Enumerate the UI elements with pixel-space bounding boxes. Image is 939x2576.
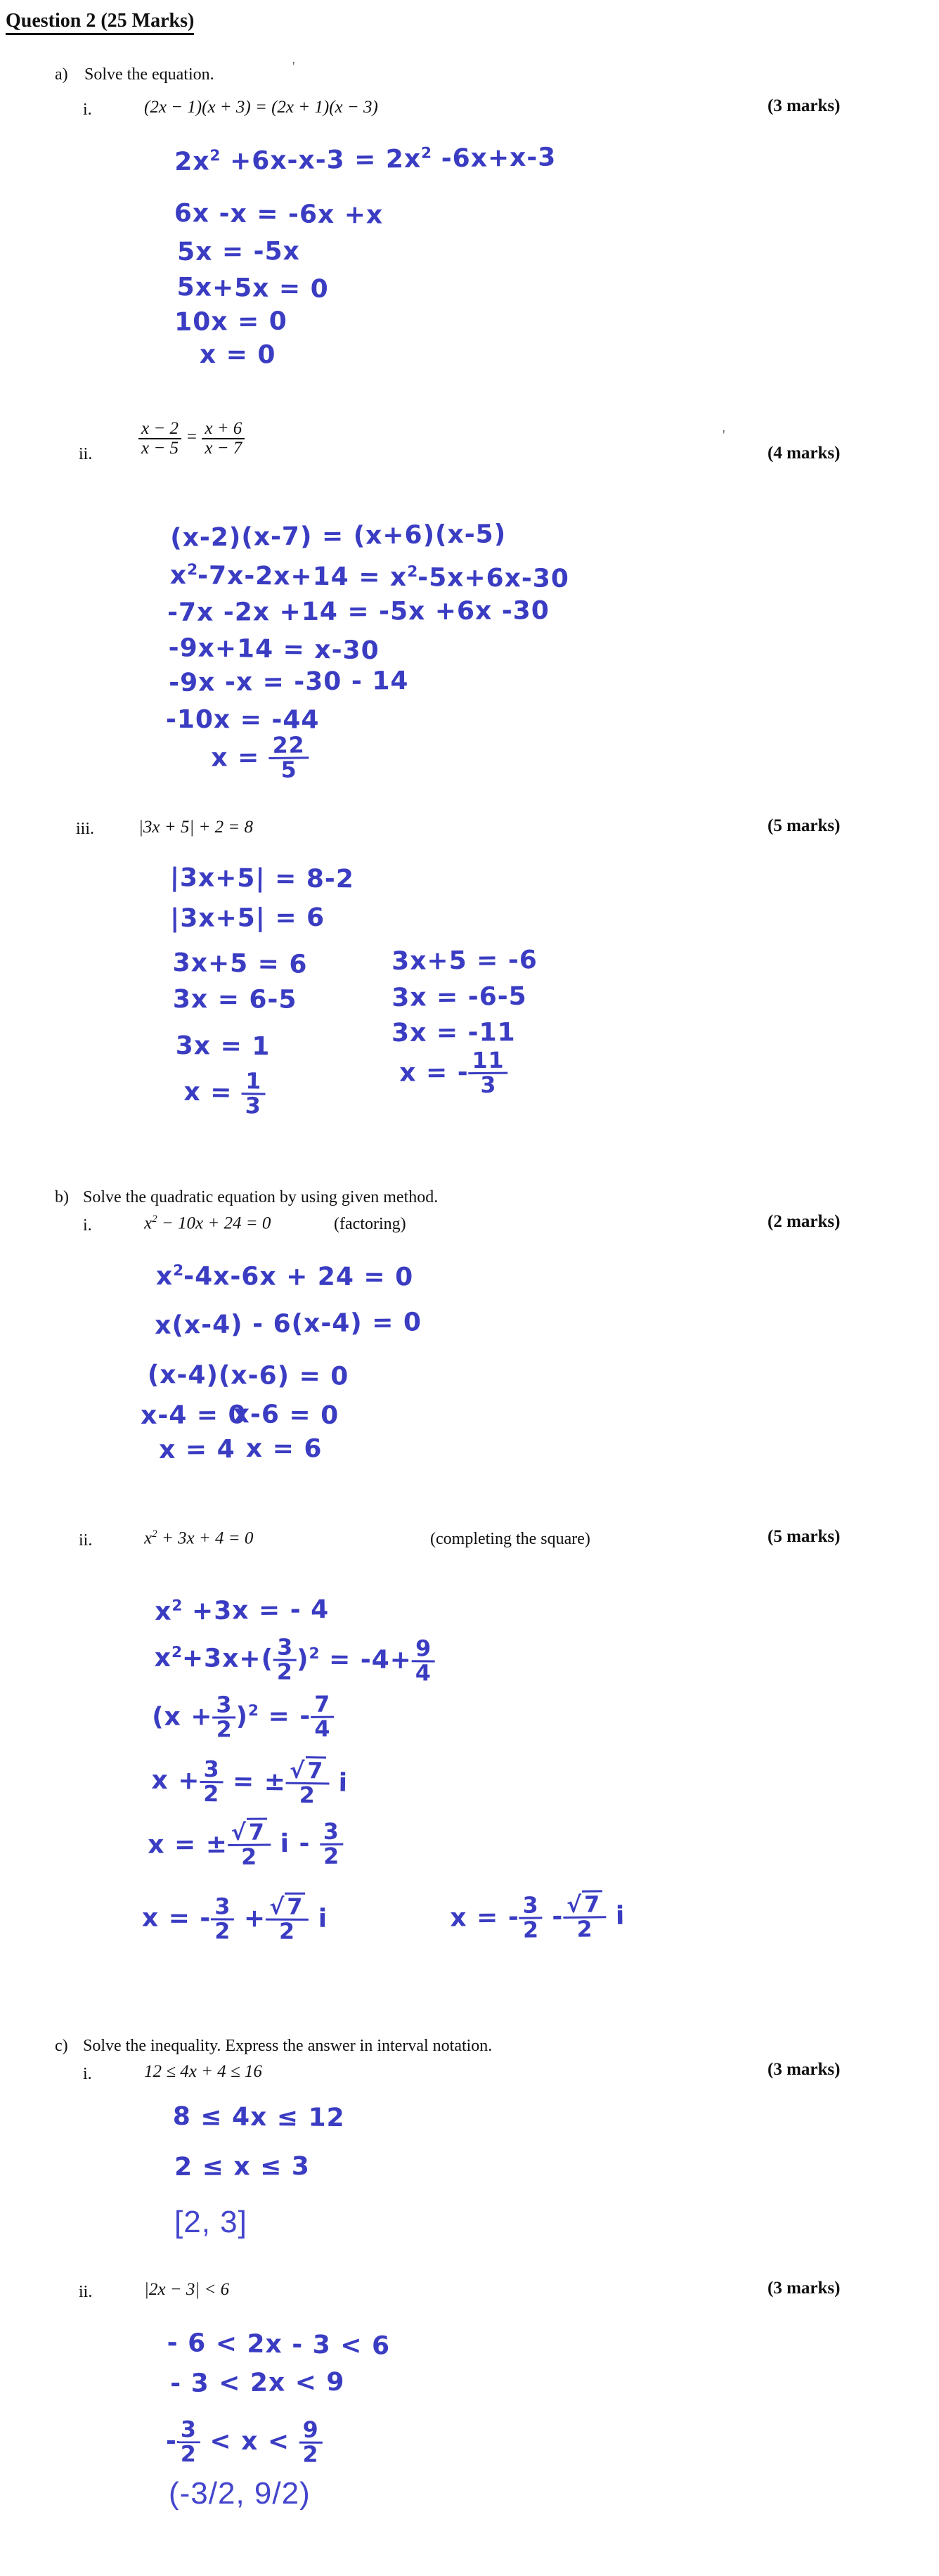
work-a-i-4: 5x+5x = 0 bbox=[176, 273, 329, 304]
work-b-i-5L: x = 4 bbox=[159, 1435, 235, 1464]
part-b-label: b) bbox=[55, 1188, 69, 1206]
work-b-ii-4: x + $\frac{3}{2}$ = ± $\frac{√7}{2}$ i bbox=[151, 1757, 349, 1809]
work-b-ii-1: $x^2 +3x$ = - 4 bbox=[155, 1595, 330, 1626]
equation-a-iii: |3x + 5| + 2 = 8 bbox=[138, 818, 253, 837]
part-b-instruction: Solve the quadratic equation by using given method. bbox=[83, 1188, 439, 1206]
marks-b-i: (2 marks) bbox=[768, 1212, 841, 1231]
work-b-i-5R: x = 6 bbox=[245, 1434, 323, 1464]
work-a-ii-5: -9x -x = -30 - 14 bbox=[169, 666, 409, 697]
equation-b-ii: $x^2 + 3x + 4 = 0$ bbox=[144, 1528, 254, 1548]
marks-a-iii: (5 marks) bbox=[768, 816, 841, 835]
work-a-ii-7: x = $\frac{22}{5}$ bbox=[211, 734, 309, 783]
scan-speck-1: ' bbox=[292, 59, 295, 75]
marks-a-i: (3 marks) bbox=[768, 96, 841, 115]
marks-c-ii: (3 marks) bbox=[768, 2279, 841, 2298]
method-b-ii: (completing the square) bbox=[430, 1530, 590, 1548]
work-a-iii-1: |3x+5| = 8-2 bbox=[169, 863, 355, 894]
item-a-i-label: i. bbox=[83, 101, 92, 119]
question-title: Question 2 (25 Marks) bbox=[6, 10, 194, 35]
work-a-ii-6: -10x = -44 bbox=[165, 705, 320, 735]
work-a-iii-4L: 3x = 6-5 bbox=[172, 985, 297, 1015]
item-b-ii-label: ii. bbox=[79, 1531, 93, 1550]
part-a-label: a) bbox=[55, 65, 68, 84]
work-b-ii-3: (x + $\frac{3}{2}$ )$^2$ = - $\frac{7}{4}$ bbox=[152, 1694, 334, 1742]
work-a-iii-6R: x = - $\frac{11}{3}$ bbox=[399, 1050, 508, 1098]
work-c-i-1: 8 ≤ 4x ≤ 12 bbox=[172, 2102, 345, 2133]
equation-a-i: (2x − 1)(x + 3) = (2x + 1)(x − 3) bbox=[144, 98, 378, 117]
part-a-instruction: Solve the equation. bbox=[84, 65, 214, 84]
marks-b-ii: (5 marks) bbox=[768, 1527, 841, 1546]
work-a-ii-2: $x^2-7x-2x+14 = x^2-5x+6x-30$ bbox=[169, 561, 570, 593]
item-c-i-label: i. bbox=[83, 2065, 92, 2083]
work-b-ii-2: $x^2+3x+$( $\frac{3}{2}$ )$^2$ = -4+ $\frac{9}{4}$ bbox=[154, 1635, 435, 1685]
work-a-iii-5L: 3x = 1 bbox=[175, 1031, 271, 1062]
part-c-instruction: Solve the inequality. Express the answer in interval notation. bbox=[83, 2037, 493, 2055]
item-a-ii-label: ii. bbox=[79, 445, 93, 463]
part-c-label: c) bbox=[55, 2037, 68, 2055]
work-a-i-2: 6x -x = -6x +x bbox=[174, 199, 384, 230]
work-a-iii-6L: x = $\frac{1}{3}$ bbox=[183, 1069, 265, 1118]
work-c-ii-2: - 3 < 2x < 9 bbox=[170, 2367, 345, 2398]
work-b-ii-5: x = ± $\frac{√7}{2}$ i - $\frac{3}{2}$ bbox=[148, 1821, 343, 1870]
work-a-ii-1: (x-2)(x-7) = (x+6)(x-5) bbox=[170, 520, 507, 553]
work-a-iii-3L: 3x+5 = 6 bbox=[172, 948, 308, 979]
work-c-i-2: 2 ≤ x ≤ 3 bbox=[174, 2151, 310, 2182]
work-b-ii-6L: x = - $\frac{3}{2}$ + $\frac{√7}{2}$ i bbox=[142, 1895, 328, 1944]
work-a-i-3: 5x = -5x bbox=[177, 237, 300, 266]
equation-b-i: $x^2 - 10x + 24 = 0$ bbox=[144, 1213, 271, 1233]
work-c-ii-1: - 6 < 2x - 3 < 6 bbox=[167, 2329, 391, 2361]
work-b-i-2: x(x-4) - 6(x-4) = 0 bbox=[155, 1308, 422, 1340]
equation-c-ii: |2x − 3| < 6 bbox=[144, 2280, 230, 2299]
work-a-iii-5R: 3x = -11 bbox=[391, 1018, 516, 1048]
method-b-i: (factoring) bbox=[334, 1215, 406, 1233]
work-c-ii-3: - $\frac{3}{2}$ < x < $\frac{9}{2}$ bbox=[166, 2419, 323, 2466]
item-b-i-label: i. bbox=[83, 1216, 92, 1235]
work-a-iii-3R: 3x+5 = -6 bbox=[391, 946, 538, 976]
equation-c-i: 12 ≤ 4x + 4 ≤ 16 bbox=[144, 2062, 262, 2081]
work-a-i-5: 10x = 0 bbox=[174, 307, 287, 337]
work-b-i-1: $x^2-4x-6x + 24 = 0$ bbox=[155, 1262, 414, 1292]
item-a-iii-label: iii. bbox=[76, 820, 95, 838]
marks-a-ii: (4 marks) bbox=[768, 444, 841, 463]
work-a-iii-4R: 3x = -6-5 bbox=[391, 981, 527, 1012]
work-a-ii-3: -7x -2x +14 = -5x +6x -30 bbox=[167, 596, 550, 627]
work-b-i-4R: x-6 = 0 bbox=[233, 1400, 339, 1431]
answer-c-ii-interval: (-3/2, 9/2) bbox=[169, 2476, 311, 2511]
marks-c-i: (3 marks) bbox=[768, 2060, 841, 2079]
work-a-iii-2: |3x+5| = 6 bbox=[170, 903, 325, 933]
equation-a-ii: $\frac{x - 2}{x - 5}$ = $\frac{x + 6}{x - 7}$ bbox=[138, 420, 245, 457]
work-b-i-4L: x-4 = 0 bbox=[141, 1400, 247, 1430]
work-a-i-1: $2x^2 +6x-x-3 = 2x^2$ -6x+x-3 bbox=[174, 143, 557, 176]
work-b-ii-6R: x = - $\frac{3}{2}$ - $\frac{√7}{2}$ i bbox=[450, 1893, 626, 1943]
scan-speck-2: ' bbox=[723, 427, 725, 443]
work-b-i-3: (x-4)(x-6) = 0 bbox=[147, 1360, 349, 1391]
work-a-i-6: x = 0 bbox=[199, 340, 276, 370]
work-a-ii-4: -9x+14 = x-30 bbox=[168, 633, 380, 666]
item-c-ii-label: ii. bbox=[79, 2283, 93, 2301]
answer-c-i-interval: [2, 3] bbox=[174, 2205, 247, 2239]
